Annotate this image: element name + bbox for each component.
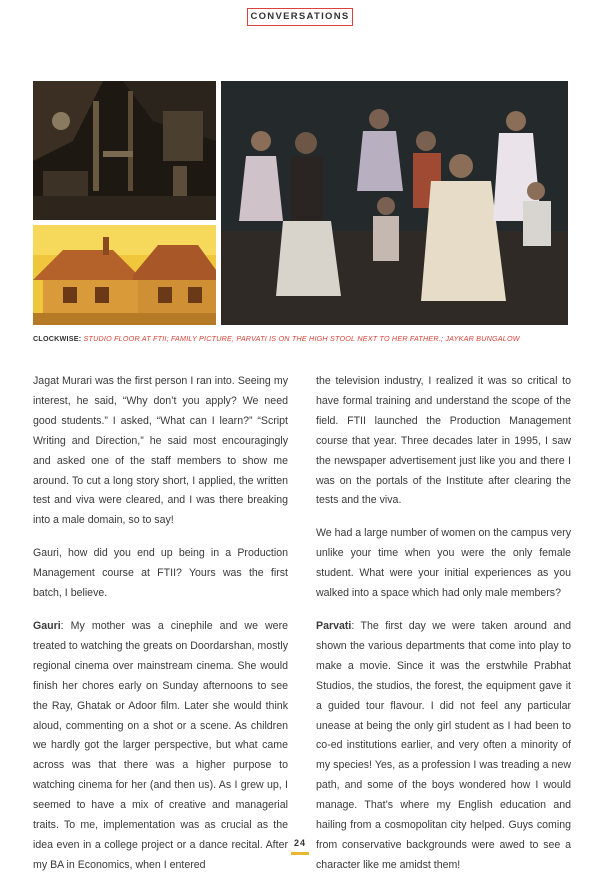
caption-lead: CLOCKWISE: xyxy=(33,334,82,343)
answer-text: : The first day we were taken around and shown the various departments that come into play to make a movie. Since it was the erstwhile Prabhat Studios, the studios, the forest, the equipment gave it a guided tour flavour. I did not feel any particular unease at being the only girl student as I had been to co-ed institutions earlier, and very often a minority of my species! Yes, as a profession I was treading a new path, and some of the boys wondered how I would manage. That’s where my English education and hailing from a cosmopolitan city helped. Guys coming from conservative backgrounds were awed to see a character like me amidst them! xyxy=(316,619,571,871)
question-paragraph: We had a large number of women on the campus very unlike your time when you were the only female student. What were your initial experiences as you walked into a space which had only male members? xyxy=(316,527,571,600)
photo-caption xyxy=(33,334,573,343)
paragraph: Jagat Murari was the first person I ran into. Seeing my interest, he said, “Why don’t you apply? We need good students.” I asked, “What can I learn?” “Script Writing and Direction,” he said most encouragingly and asked one of the staff members to show me around. To cut a long story short, I applied, the written test and viva were cleared, and I was there breaking into a male domain, so to say! xyxy=(33,375,288,527)
page-number: 24 xyxy=(293,838,306,848)
right-column xyxy=(316,372,571,889)
family-picture-photo xyxy=(221,81,568,325)
answer-paragraph xyxy=(316,617,571,876)
studio-floor-photo xyxy=(33,81,216,220)
answer-text: : My mother was a cinephile and we were treated to watching the greats on Doordarshan, mostly regional cinema over mainstream cinema. She would finish her chores early on Sunday afternoons to see the Ray, Ghatak or Adoor film. Later she would think aloud, commenting on a shot or a scene. As children we hardly got the larger perspective, but what came across was that there was a higher purpose to watching cinema for her (and then us). As I grew up, I seemed to have a mix of creative and managerial traits. To me, implementation was as crucial as the idea even in a college project or a dance recital. After my BA in Economics, when I entered xyxy=(33,619,288,871)
question-paragraph: Gauri, how did you end up being in a Production Management course at FTII? Yours was the first batch, I believe. xyxy=(33,547,288,600)
caption-text: STUDIO FLOOR AT FTII; FAMILY PICTURE, PARVATI IS ON THE HIGH STOOL NEXT TO HER FATHER.; JAYKAR BUNGALOW xyxy=(83,334,520,343)
paragraph: the television industry, I realized it was so critical to have formal training and understand the scope of the field. FTII launched the Production Management course that year. Three decades later in 1995, I saw the newspaper advertisement just like you and there I was on the portals of the Institute after clearing the tests and the viva. xyxy=(316,375,571,507)
speaker-name: Parvati xyxy=(316,619,352,632)
page-marker xyxy=(291,852,309,855)
bungalow-photo xyxy=(33,225,216,325)
left-column xyxy=(33,372,288,889)
answer-paragraph xyxy=(33,617,288,876)
speaker-name: Gauri xyxy=(33,619,61,632)
section-label: CONVERSATIONS xyxy=(247,8,353,26)
